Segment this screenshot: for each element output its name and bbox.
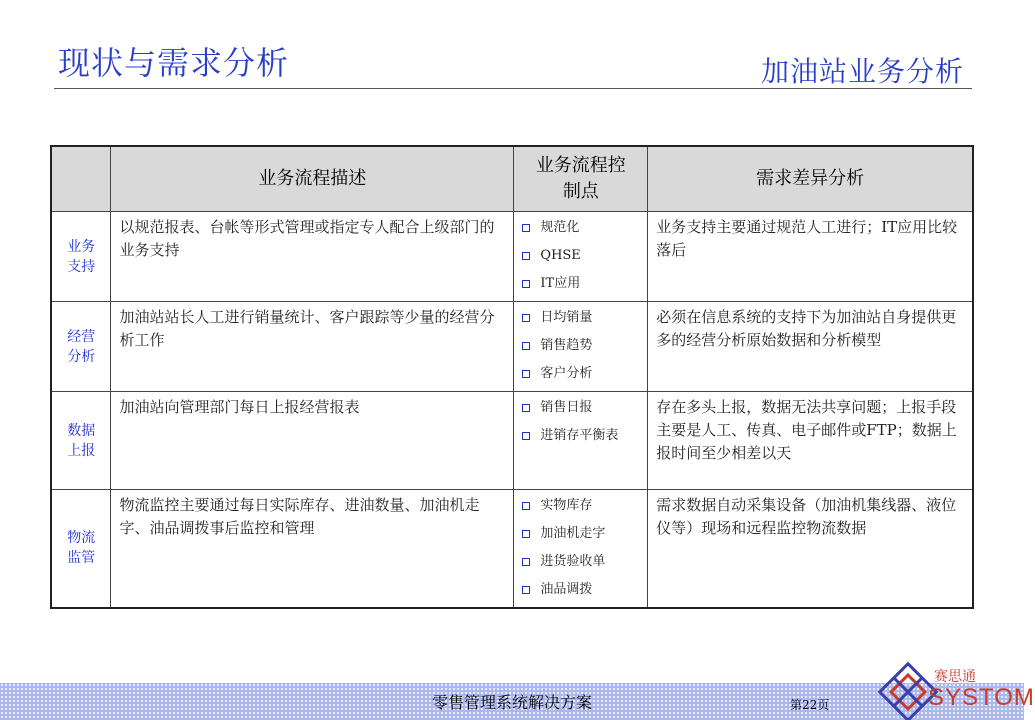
control-item: 加油机走字 <box>520 520 641 548</box>
square-bullet-icon <box>522 530 530 538</box>
row-label: 物流监管 <box>51 490 111 608</box>
row-description: 加油站站长人工进行销量统计、客户跟踪等少量的经营分析工作 <box>111 302 514 392</box>
row-label: 业务支持 <box>51 212 111 302</box>
table-row <box>51 302 973 392</box>
column-header-analysis: 需求差异分析 <box>648 146 973 212</box>
control-item: QHSE <box>520 242 641 270</box>
page-subtitle: 加油站业务分析 <box>760 55 964 88</box>
control-item: 客户分析 <box>520 360 641 388</box>
table-row <box>51 392 973 490</box>
square-bullet-icon <box>522 342 530 350</box>
row-analysis: 存在多头上报，数据无法共享问题；上报手段主要是人工、传真、电子邮件或FTP；数据上报时间至少相差以天 <box>648 392 973 490</box>
row-controls <box>514 302 648 392</box>
square-bullet-icon <box>522 404 530 412</box>
row-controls <box>514 392 648 490</box>
square-bullet-icon <box>522 502 530 510</box>
footer-title: 零售管理系统解决方案 <box>431 693 592 712</box>
page-title: 现状与需求分析 <box>58 44 290 82</box>
logo-chinese-name: 赛思通 <box>934 669 976 685</box>
row-analysis: 需求数据自动采集设备（加油机集线器、液位仪等）现场和远程监控物流数据 <box>648 490 973 608</box>
square-bullet-icon <box>522 432 530 440</box>
row-description: 以规范报表、台帐等形式管理或指定专人配合上级部门的业务支持 <box>111 212 514 302</box>
control-item: 销售日报 <box>520 394 641 422</box>
control-item: 日均销量 <box>520 304 641 332</box>
row-controls <box>514 490 648 608</box>
control-item: 销售趋势 <box>520 332 641 360</box>
row-description: 加油站向管理部门每日上报经营报表 <box>111 392 514 490</box>
square-bullet-icon <box>522 224 530 232</box>
column-header-description: 业务流程描述 <box>111 146 514 212</box>
table-row <box>51 490 973 608</box>
control-item: IT应用 <box>520 270 641 298</box>
row-label: 数据上报 <box>51 392 111 490</box>
square-bullet-icon <box>522 314 530 322</box>
row-controls <box>514 212 648 302</box>
row-analysis: 必须在信息系统的支持下为加油站自身提供更多的经营分析原始数据和分析模型 <box>648 302 973 392</box>
column-header-controls: 业务流程控制点 <box>514 146 648 212</box>
column-header-blank <box>51 146 111 212</box>
control-item: 进货验收单 <box>520 548 641 576</box>
control-item: 实物库存 <box>520 492 641 520</box>
title-divider <box>54 88 972 89</box>
table-header-row <box>51 146 973 212</box>
control-item: 进销存平衡表 <box>520 422 641 450</box>
row-label: 经营分析 <box>51 302 111 392</box>
control-item: 规范化 <box>520 214 641 242</box>
square-bullet-icon <box>522 252 530 260</box>
table-row <box>51 212 973 302</box>
control-item: 油品调拨 <box>520 576 641 604</box>
square-bullet-icon <box>522 558 530 566</box>
square-bullet-icon <box>522 586 530 594</box>
logo-english-name: SYSTOM <box>928 684 1035 711</box>
square-bullet-icon <box>522 280 530 288</box>
analysis-table <box>50 145 974 609</box>
page-number: 第22页 <box>790 698 830 712</box>
row-description: 物流监控主要通过每日实际库存、进油数量、加油机走字、油品调拨事后监控和管理 <box>111 490 514 608</box>
row-analysis: 业务支持主要通过规范人工进行；IT应用比较落后 <box>648 212 973 302</box>
square-bullet-icon <box>522 370 530 378</box>
